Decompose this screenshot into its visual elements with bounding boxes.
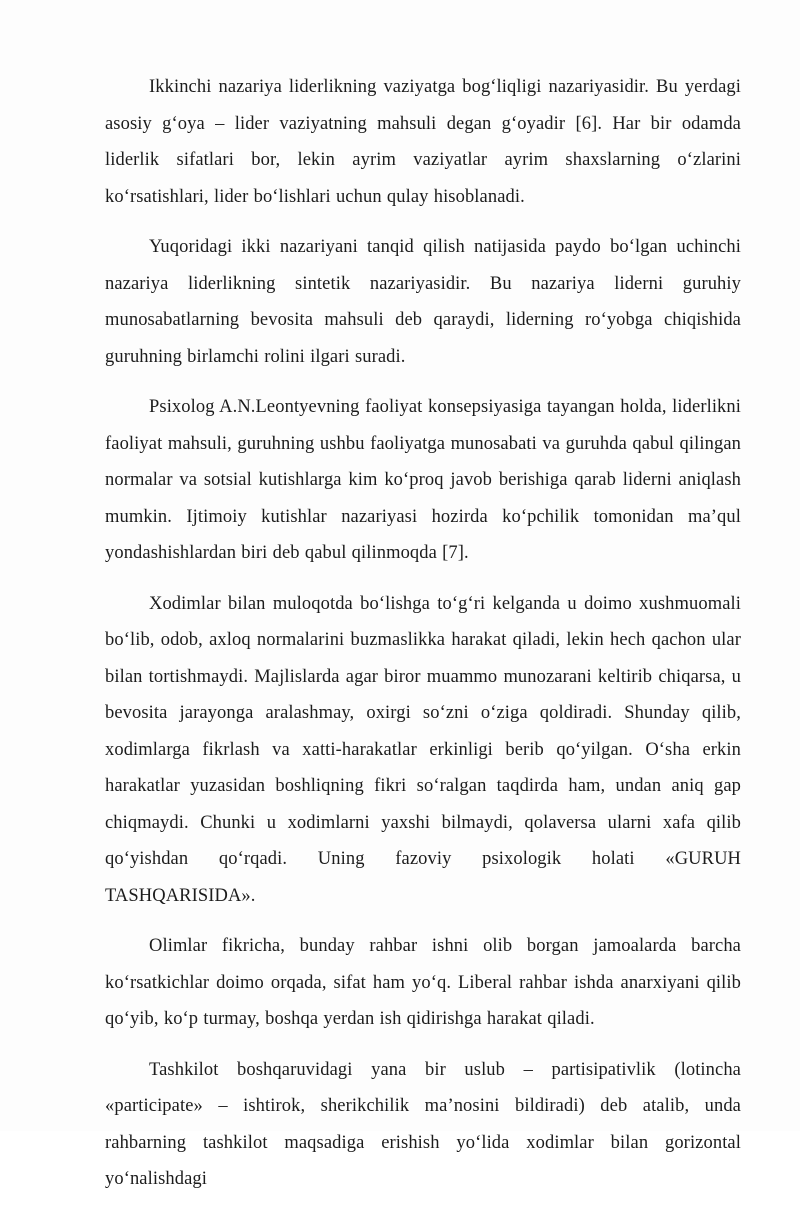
paragraph-liberal-leader-behavior: Xodimlar bilan muloqotda bo‘lishga to‘g‘ri kelganda u doimo xushmuomali bo‘lib, odob, axloq normalarini buzmaslikka harakat qiladi, lekin hech qachon ular bilan tortishmaydi. Majlislarda agar biror muammo munozarani keltirib chiqarsa, u bevosita jarayonga aralashmay, oxirgi so‘zni o‘ziga qoldiradi. Shunday qilib, xodimlarga fikrlash va xatti-harakatlar erkinligi berib qo‘yilgan. O‘sha erkin harakatlar yuzasidan boshliqning fikri so‘ralgan taqdirda ham, undan aniq gap chiqmaydi. Chunki u xodimlarni yaxshi bilmaydi, qolaversa ularni xafa qilib qo‘yishdan qo‘rqadi. Uning fazoviy psixologik holati «GURUH TASHQARISIDA».: [105, 593, 741, 906]
paragraph-participative-style: Tashkilot boshqaruvidagi yana bir uslub – partisipativlik (lotincha «participate» – ishtirok, sherikchilik ma’nosini bildiradi) deb atalib, unda rahbarning tashkilot maqsadiga erishish yo‘lida xodimlar bilan gorizontal yo‘nalishdagi: [105, 1059, 741, 1189]
paragraph-scholars-opinion: Olimlar fikricha, bunday rahbar ishni olib borgan jamoalarda barcha ko‘rsatkichlar doimo orqada, sifat ham yo‘q. Liberal rahbar ishda anarxiyani qilib qo‘yib, ko‘p turmay, boshqa yerdan ish qidirishga harakat qiladi.: [105, 936, 741, 1029]
document-text-block: [105, 69, 741, 1212]
paragraph-leontyev-concept: Psixolog A.N.Leontyevning faoliyat konsepsiyasiga tayangan holda, liderlikni faoliyat mahsuli, guruhning ushbu faoliyatga munosabati va guruhda qabul qilingan normalar va sotsial kutishlarga kim ko‘proq javob berishiga qarab liderni aniqlash mumkin. Ijtimoiy kutishlar nazariyasi hozirda ko‘pchilik tomonidan ma’qul yondashishlardan biri deb qabul qilinmoqda [7].: [105, 397, 741, 563]
paragraph-synthetic-theory: Yuqoridagi ikki nazariyani tanqid qilish natijasida paydo bo‘lgan uchinchi nazariya liderlikning sintetik nazariyasidir. Bu nazariya liderni guruhiy munosabatlarning bevosita mahsuli deb qaraydi, liderning ro‘yobga chiqishida guruhning birlamchi rolini ilgari suradi.: [105, 237, 741, 367]
paragraph-situational-theory: Ikkinchi nazariya liderlikning vaziyatga bog‘liqligi nazariyasidir. Bu yerdagi asosiy g‘oya – lider vaziyatning mahsuli degan g‘oyadir [6]. Har bir odamda liderlik sifatlari bor, lekin ayrim vaziyatlar ayrim shaxslarning o‘zlarini ko‘rsatishlari, lider bo‘lishlari uchun qulay hisoblanadi.: [105, 77, 741, 207]
